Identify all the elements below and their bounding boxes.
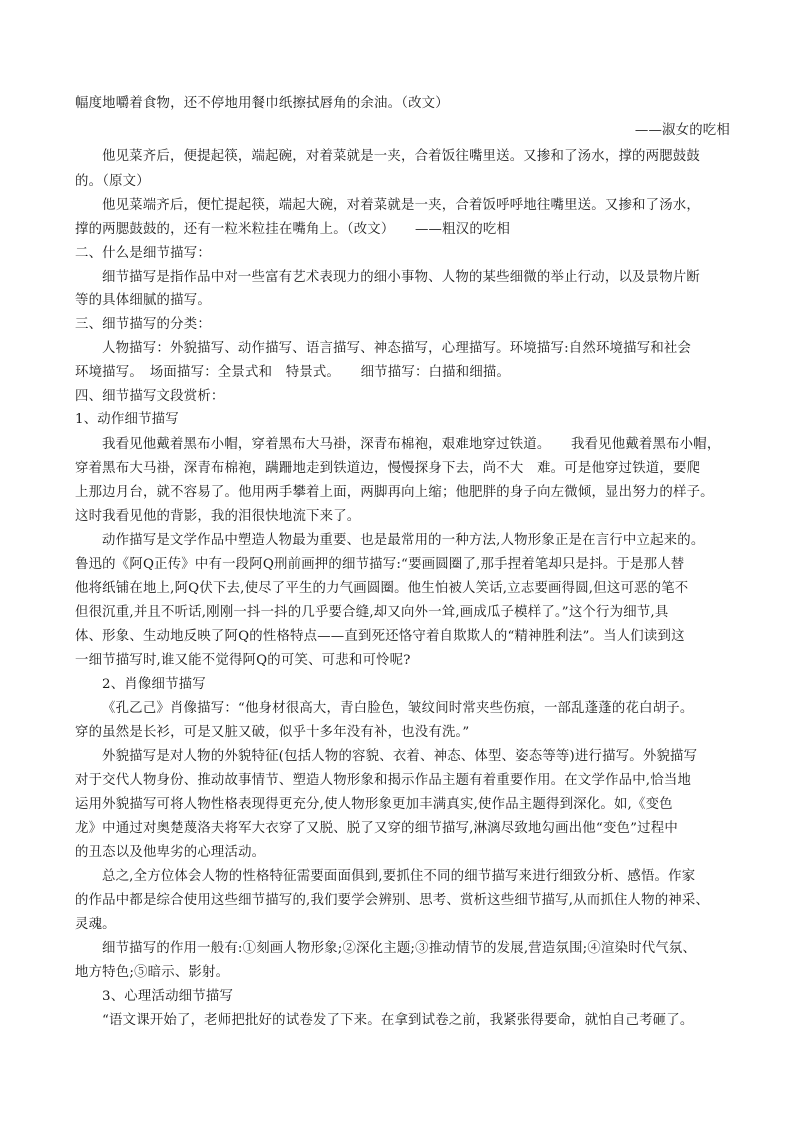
text-line: 他将纸铺在地上,阿Q伏下去,使尽了平生的力气画圆圈。他生怕被人笑话,立志要画得圆,但这可恶的笔不 [75,581,689,596]
text-line: 鲁迅的《阿Q正传》中有一段阿Q刑前画押的细节描写:“要画圆圈了,那手捏着笔却只是抖。于是那人替 [75,557,685,572]
text-line: 环境描写。 场面描写：全景式和 特景式。 细节描写：白描和细描。 [75,365,511,380]
text-line: 但很沉重,并且不听话,刚刚一抖一抖的几乎要合缝,却又向外一耸,画成瓜子模样了。”这个行为细节,具 [75,605,669,620]
section-heading: 二、什么是细节描写： [75,246,211,261]
subsection-heading: 1、动作细节描写 [75,412,179,427]
text-line: 细节描写是指作品中对一些富有艺术表现力的细小事物、人物的某些细微的举止行动，以及景物片断 [102,270,700,285]
text-line: 总之,全方位体会人物的性格特征需要面面俱到,要抓住不同的细节描写来进行细致分析、感悟。作家 [102,869,696,884]
text-line: “语文课开始了，老师把批好的试卷发了下来。在拿到试卷之前，我紧张得要命，就怕自己考砸了。 [102,1013,694,1028]
text-line: 一细节描写时,谁又能不觉得阿Q的可笑、可悲和可怜呢? [75,653,411,668]
text-line: 他见菜齐后，便提起筷，端起碗，对着菜就是一夹，合着饭往嘴里送。又掺和了汤水，撑的两腮鼓鼓 [102,149,700,164]
text-line: 穿的虽然是长衫，可是又脏又破，似乎十多年没有补，也没有洗。” [75,725,470,740]
text-line: 运用外貌描写可将人物性格表现得更充分,使人物形象更加丰满真实,使作品主题得到深化。如,《变色 [75,797,673,812]
text-line: 的。（原文） [75,174,150,189]
text-line: 体、形象、生动地反映了阿Q的性格特点——直到死还恪守着自欺欺人的“精神胜利法”。当人们读到这 [75,629,685,644]
text-line: 外貌描写是对人物的外貌特征(包括人物的容貌、衣着、神态、体型、姿态等等)进行描写。外貌描写 [102,749,698,764]
section-heading: 三、细节描写的分类： [75,317,211,332]
text-line: 的丑态以及他卑劣的心理活动。 [75,845,266,860]
text-line: 我看见他戴着黑布小帽，穿着黑布大马褂，深青布棉袍，艰难地穿过铁道。 我看见他戴着黑布小帽， [102,437,721,452]
text-line: 撑的两腮鼓鼓的，还有一粒米粒挂在嘴角上。（改文） ——粗汉的吃相 [75,222,511,237]
text-line: 对于交代人物身份、推动故事情节、塑造人物形象和揭示作品主题有着重要作用。在文学作品中,恰当地 [75,773,692,788]
text-line: 《孔乙己》肖像描写：“他身材很高大，青白脸色，皱纹间时常夹些伤痕，一部乱蓬蓬的花白胡子。 [102,701,694,716]
text-line: 幅度地嚼着食物，还不停地用餐巾纸擦拭唇角的余油。（改文） [75,96,449,111]
text-line: 等的具体细腻的描写。 [75,293,211,308]
text-line: 地方特色;⑤暗示、影射。 [75,965,230,980]
text-line: 穿着黑布大马褂，深青布棉袍，蹒跚地走到铁道边，慢慢探身下去，尚不大 难。可是他穿过铁道，要爬 [75,461,701,476]
text-line: 的作品中都是综合使用这些细节描写的,我们要学会辨别、思考、赏析这些细节描写,从而抓住人物的神采、 [75,893,710,908]
attribution-line: ——淑女的吃相 [634,123,730,138]
subsection-heading: 2、肖像细节描写 [102,677,206,692]
subsection-heading: 3、心理活动细节描写 [102,989,234,1004]
text-line: 这时我看见他的背影，我的泪很快地流下来了。 [75,509,361,524]
text-line: 他见菜端齐后，便忙提起筷，端起大碗，对着菜就是一夹，合着饭呼呼地往嘴里送。又掺和了汤水， [102,198,700,213]
section-heading: 四、细节描写文段赏析： [75,389,225,404]
text-line: 灵魂。 [75,917,116,932]
text-line: 人物描写：外貌描写、动作描写、语言描写、神态描写，心理描写。环境描写:自然环境描写和社会 [102,341,692,356]
text-line: 细节描写的作用一般有:①刻画人物形象;②深化主题;③推动情节的发展,营造氛围;④渲染时代气氛、 [102,941,697,956]
text-line: 动作描写是文学作品中塑造人物最为重要、也是最常用的一种方法,人物形象正是在言行中立起来的。 [102,533,705,548]
text-line: 上那边月台，就不容易了。他用两手攀着上面，两脚再向上缩；他肥胖的身子向左微倾，显出努力的样子。 [75,485,714,500]
text-line: 龙》中通过对奥楚蔑洛夫将军大衣穿了又脱、脱了又穿的细节描写,淋漓尽致地勾画出他“变色”过程中 [75,821,678,836]
